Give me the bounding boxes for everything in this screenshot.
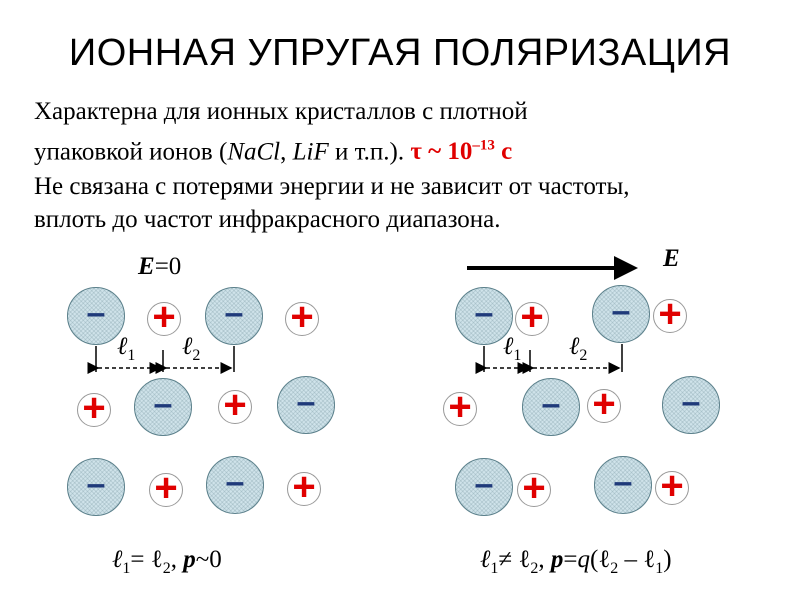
page-title: ИОННАЯ УПРУГАЯ ПОЛЯРИЗАЦИЯ — [68, 32, 732, 74]
negative-ion: – — [206, 456, 264, 514]
negative-ion: – — [134, 378, 192, 436]
description-line-3: Не связана с потерями энергии и не зависит от частоты, — [34, 173, 630, 200]
right-l2-label: ℓ$_2$ — [569, 333, 588, 364]
description-line-4: вплоть до частот инфракрасного диапазона. — [34, 206, 501, 233]
positive-ion: + — [587, 389, 621, 423]
description-line-1: Характерна для ионных кристаллов с плотной — [34, 98, 528, 125]
positive-ion: + — [287, 472, 321, 506]
relaxation-time: τ ~ $10^{-13}$ с — [410, 138, 513, 166]
right-l1-label: ℓ$_1$ — [503, 333, 522, 364]
positive-ion: + — [515, 302, 549, 336]
left-field-label: E=0 — [138, 253, 182, 280]
description-line-2: упаковкой ионов (NaCl, LiF и т.п.). τ ~ $10^{-13}$ с — [34, 138, 513, 166]
right-caption: ℓ$_1$≠ ℓ$_2$, p=q(ℓ$_2$ – ℓ$_1$) — [480, 546, 672, 577]
negative-ion: – — [455, 287, 513, 345]
positive-ion: + — [147, 302, 181, 336]
negative-ion: – — [522, 378, 580, 436]
negative-ion: – — [662, 376, 720, 434]
left-l2-label: ℓ$_2$ — [182, 333, 201, 364]
negative-ion: – — [455, 458, 513, 516]
positive-ion: + — [653, 299, 687, 333]
left-caption: ℓ$_1$= ℓ$_2$, p~0 — [112, 546, 222, 577]
right-field-label: E — [663, 245, 680, 272]
positive-ion: + — [517, 473, 551, 507]
negative-ion: – — [277, 376, 335, 434]
positive-ion: + — [655, 471, 689, 505]
negative-ion: – — [67, 287, 125, 345]
positive-ion: + — [77, 393, 111, 427]
negative-ion: – — [592, 285, 650, 343]
negative-ion: – — [205, 287, 263, 345]
positive-ion: + — [149, 473, 183, 507]
negative-ion: – — [67, 458, 125, 516]
negative-ion: – — [594, 456, 652, 514]
positive-ion: + — [443, 392, 477, 426]
positive-ion: + — [218, 390, 252, 424]
positive-ion: + — [285, 302, 319, 336]
left-l1-label: ℓ$_1$ — [117, 333, 136, 364]
